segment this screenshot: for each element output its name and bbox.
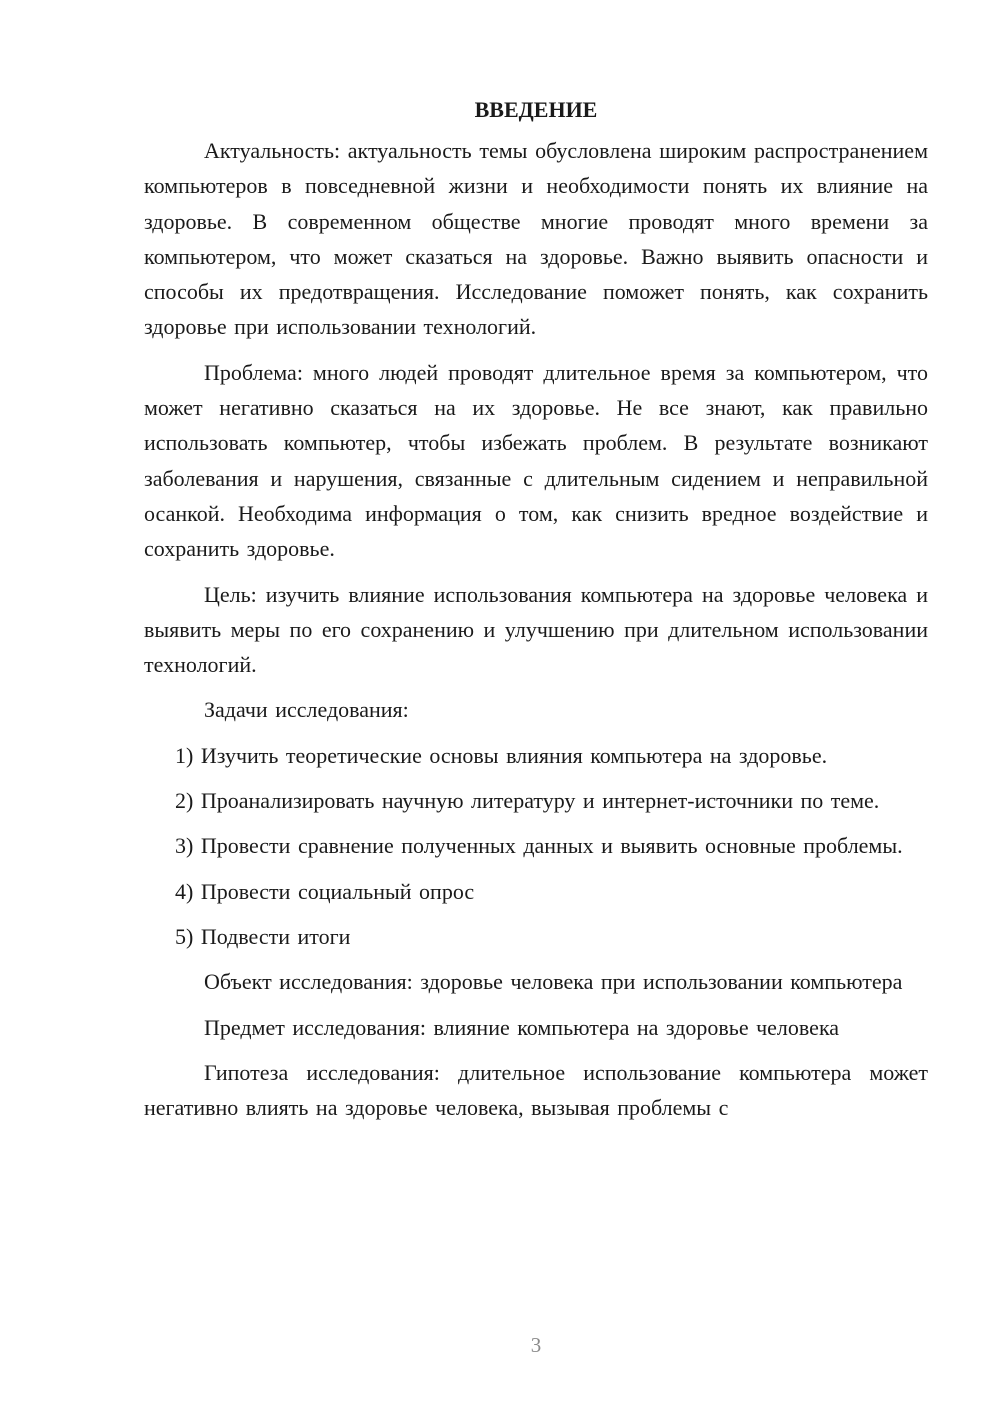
section-title: ВВЕДЕНИЕ (474, 97, 598, 122)
object-paragraph: Объект исследования: здоровье человека при использовании компьютера (204, 969, 903, 995)
task-item: 2) Проанализировать научную литературу и интернет-источники по теме. (175, 788, 880, 814)
document-page (144, 92, 928, 1135)
goal-paragraph: Цель: изучить влияние использования компьютера на здоровье человека и выявить меры по его сохранению и улучшению при длительном использовании технологий. (144, 581, 928, 678)
page-number: 3 (530, 1333, 542, 1357)
task-item: 5) Подвести итоги (175, 923, 351, 949)
task-item: 4) Провести социальный опрос (175, 878, 475, 904)
tasks-heading: Задачи исследования: (204, 697, 409, 723)
subject-paragraph: Предмет исследования: влияние компьютера на здоровье человека (204, 1014, 840, 1040)
task-item: 1) Изучить теоретические основы влияния компьютера на здоровье. (175, 742, 828, 768)
task-item: 3) Провести сравнение полученных данных и выявить основные проблемы. (175, 833, 903, 859)
hypothesis-paragraph: Гипотеза исследования: длительное использование компьютера может негативно влиять на здоровье человека, вызывая проблемы с (144, 1059, 928, 1121)
problem-paragraph: Проблема: много людей проводят длительное время за компьютером, что может негативно сказаться на их здоровье. Не все знают, как правильно использовать компьютер, чтобы избежать проблем. В результате возникают заболевания и нарушения, связанные с длительным сидением и неправильной осанкой. Необходима информация о том, как снизить вредное воздействие и сохранить здоровье. (144, 359, 928, 562)
relevance-paragraph: Актуальность: актуальность темы обусловлена широким распространением компьютеров в повседневной жизни и необходимости понять их влияние на здоровье. В современном обществе многие проводят много времени за компьютером, что может сказаться на здоровье. Важно выявить опасности и способы их предотвращения. Исследование поможет понять, как сохранить здоровье при использовании технологий. (144, 138, 928, 340)
